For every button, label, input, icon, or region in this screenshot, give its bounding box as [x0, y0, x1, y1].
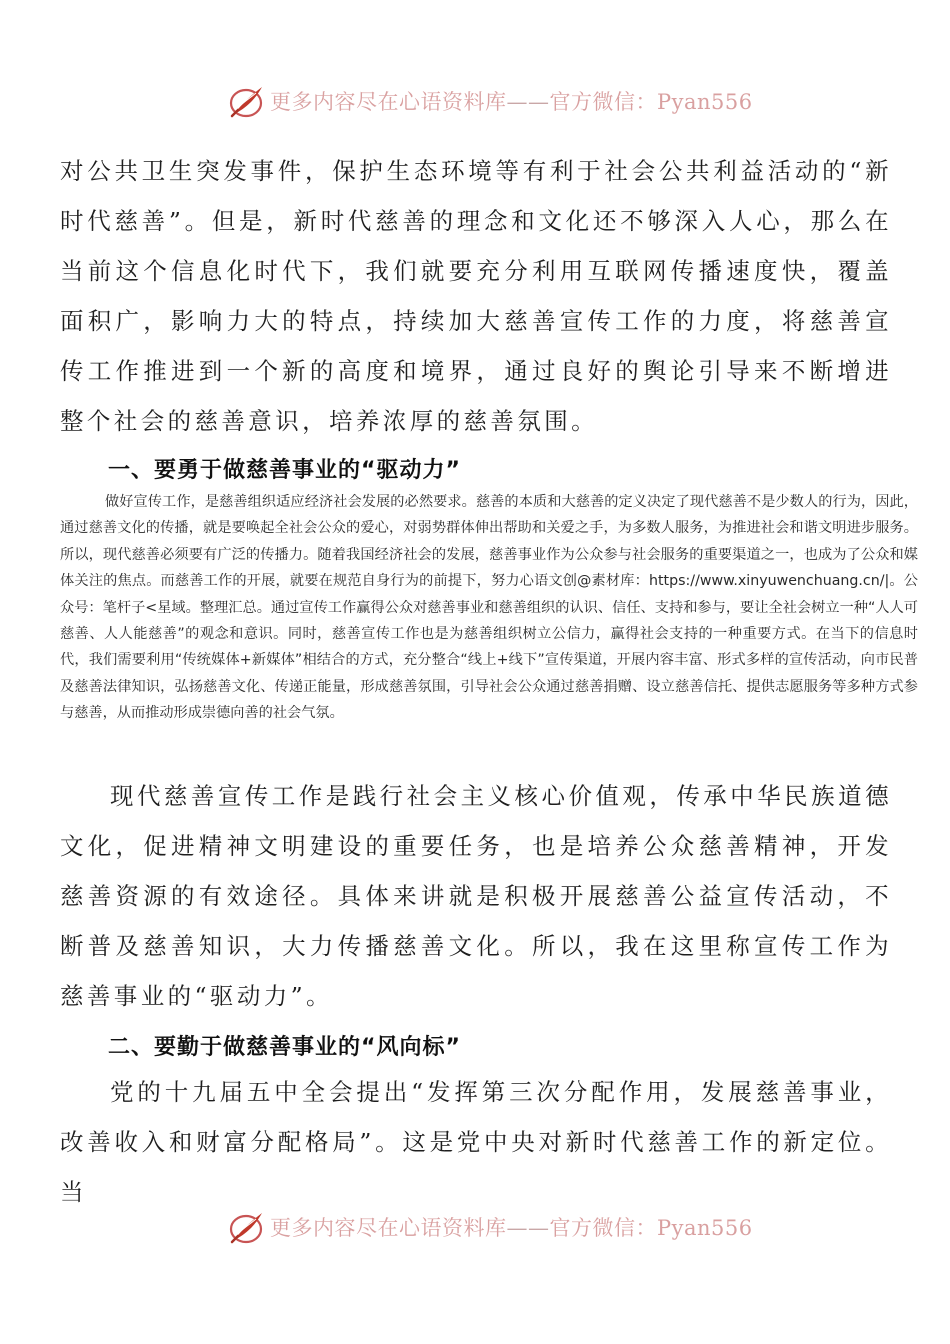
banner-separator: —— — [506, 1216, 550, 1240]
header-banner — [0, 82, 950, 122]
section-heading-2: 二、要勤于做慈善事业的“风向标” — [108, 1035, 461, 1060]
banner-separator: —— — [506, 90, 550, 114]
small-paragraph: 做好宣传工作，是慈善组织适应经济社会发展的必然要求。慈善的本质和大慈善的定义决定了现代慈善不是少数人的行为，因此，通过慈善文化的传播，就是要唤起全社会公众的爱心，对弱势群体伸出帮助和关爱之手，为多数人服务，为推进社会和谐文明进步服务。所以，现代慈善必须要有广泛的传播力。随着我国经济社会的发展，慈善事业作为公众参与社会服务的重要渠道之一，也成为了公众和媒体关注的焦点。而慈善工作的开展，就要在规范自身行为的前提下，努力心语文创@素材库：https://www.xinyuwenchuang.cn/|。公众号：笔杆子<星域。整理汇总。通过宣传工作赢得公众对慈善事业和慈善组织的认识、信任、支持和参与，要让全社会树立一种“人人可慈善、人人能慈善”的观念和意识。同时，慈善宣传工作也是为慈善组织树立公信力，赢得社会支持的一种重要方式。在当下的信息时代，我们需要利用“传统媒体+新媒体”相结合的方式，充分整合“线上+线下”宣传渠道，开展内容丰富、形式多样的宣传活动，向市民普及慈善法律知识，弘扬慈善文化、传递正能量，形成慈善氛围，引导社会公众通过慈善捐赠、设立慈善信托、提供志愿服务等多种方式参与慈善，从而推动形成崇德向善的社会气氛。 — [60, 494, 918, 722]
intro-paragraph: 对公共卫生突发事件，保护生态环境等有利于社会公共利益活动的“新时代慈善”。但是，新时代慈善的理念和文化还不够深入人心，那么在当前这个信息化时代下，我们就要充分利用互联网传播速度快，覆盖面积广，影响力大的特点，持续加大慈善宣传工作的力度，将慈善宣传工作推进到一个新的高度和境界，通过良好的舆论引导来不断增进整个社会的慈善意识，培养浓厚的慈善氛围。 — [60, 157, 892, 435]
banner-main-text: 更多内容尽在心语资料库 — [270, 1216, 507, 1240]
quill-pen-logo-icon — [226, 84, 266, 120]
banner-text — [270, 86, 753, 116]
footer-banner — [0, 1208, 950, 1248]
banner-main-text: 更多内容尽在心语资料库 — [270, 90, 507, 114]
section-heading-1: 一、要勇于做慈善事业的“驱动力” — [108, 458, 461, 483]
paragraph-2: 现代慈善宣传工作是践行社会主义核心价值观，传承中华民族道德文化，促进精神文明建设的重要任务，也是培养公众慈善精神，开发慈善资源的有效途径。具体来讲就是积极开展慈善公益宣传活动，不断普及慈善知识，大力传播慈善文化。所以，我在这里称宣传工作为慈善事业的“驱动力”。 — [60, 782, 892, 1010]
banner-text — [270, 1212, 753, 1242]
paragraph-3: 党的十九届五中全会提出“发挥第三次分配作用，发展慈善事业，改善收入和财富分配格局”。这是党中央对新时代慈善工作的新定位。当 — [60, 1078, 892, 1206]
quill-pen-logo-icon — [226, 1210, 266, 1246]
intro-paragraph-block — [60, 146, 892, 446]
paragraph-2-block — [60, 771, 892, 1021]
banner-contact-text: 官方微信：Pyan556 — [549, 90, 753, 114]
banner-contact-text: 官方微信：Pyan556 — [549, 1216, 753, 1240]
paragraph-3-block — [60, 1067, 892, 1217]
small-text-block — [60, 489, 918, 727]
